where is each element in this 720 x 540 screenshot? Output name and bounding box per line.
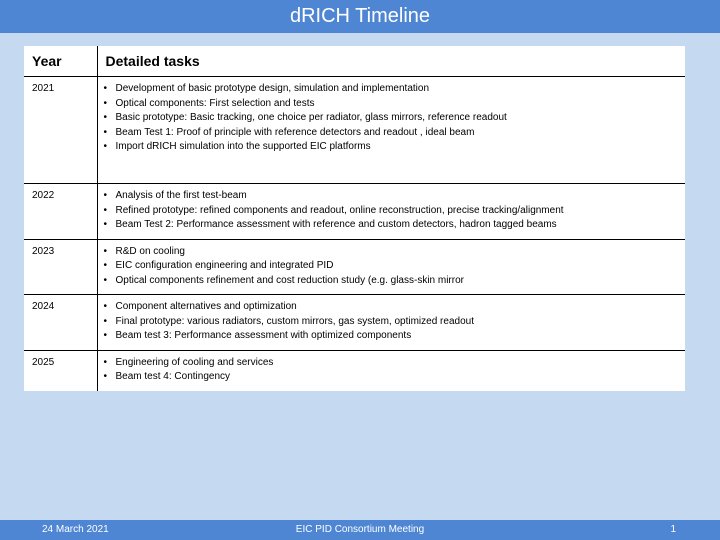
year-cell: 2021 xyxy=(24,77,97,184)
tasks-cell xyxy=(97,239,685,295)
year-column-header: Year xyxy=(24,46,97,77)
task-item: • Final prototype: various radiators, custom mirrors, gas system, optimized readout xyxy=(104,315,680,330)
footer-bar xyxy=(0,520,720,540)
task-item: • R&D on cooling xyxy=(104,245,680,260)
slide-title: dRICH Timeline xyxy=(0,0,720,33)
task-item: • Refined prototype: refined components and readout, online reconstruction, precise tracking/alignment xyxy=(104,204,680,219)
task-item: • Optical components: First selection and tests xyxy=(104,97,680,112)
footer-date: 24 March 2021 xyxy=(42,524,109,535)
year-cell: 2025 xyxy=(24,350,97,391)
task-item: • Import dRICH simulation into the supported EIC platforms xyxy=(104,140,680,155)
tasks-cell xyxy=(97,77,685,184)
tasks-cell xyxy=(97,295,685,351)
task-item: • EIC configuration engineering and integrated PID xyxy=(104,259,680,274)
timeline-table xyxy=(24,46,685,391)
table-header-row xyxy=(24,46,685,77)
task-item: • Basic prototype: Basic tracking, one choice per radiator, glass mirrors, reference readout xyxy=(104,111,680,126)
footer-meeting: EIC PID Consortium Meeting xyxy=(295,524,425,535)
task-item: • Beam test 4: Contingency xyxy=(104,370,680,385)
year-cell: 2022 xyxy=(24,184,97,240)
year-cell: 2024 xyxy=(24,295,97,351)
task-item: • Engineering of cooling and services xyxy=(104,356,680,371)
task-item: • Beam test 3: Performance assessment with optimized components xyxy=(104,329,680,344)
task-item: • Beam Test 2: Performance assessment with reference and custom detectors, hadron tagged beams xyxy=(104,218,680,233)
year-cell: 2023 xyxy=(24,239,97,295)
tasks-cell xyxy=(97,350,685,391)
table-row xyxy=(24,295,685,351)
task-item: • Component alternatives and optimization xyxy=(104,300,680,315)
task-item: • Analysis of the first test-beam xyxy=(104,189,680,204)
tasks-cell xyxy=(97,184,685,240)
table-row xyxy=(24,184,685,240)
task-item: • Beam Test 1: Proof of principle with reference detectors and readout , ideal beam xyxy=(104,126,680,141)
table-row xyxy=(24,239,685,295)
table-row xyxy=(24,350,685,391)
footer-page-number: 1 xyxy=(670,524,676,535)
table-row xyxy=(24,77,685,184)
task-item: • Development of basic prototype design, simulation and implementation xyxy=(104,82,680,97)
tasks-column-header: Detailed tasks xyxy=(97,46,685,77)
task-item: • Optical components refinement and cost reduction study (e.g. glass-skin mirror xyxy=(104,274,680,289)
